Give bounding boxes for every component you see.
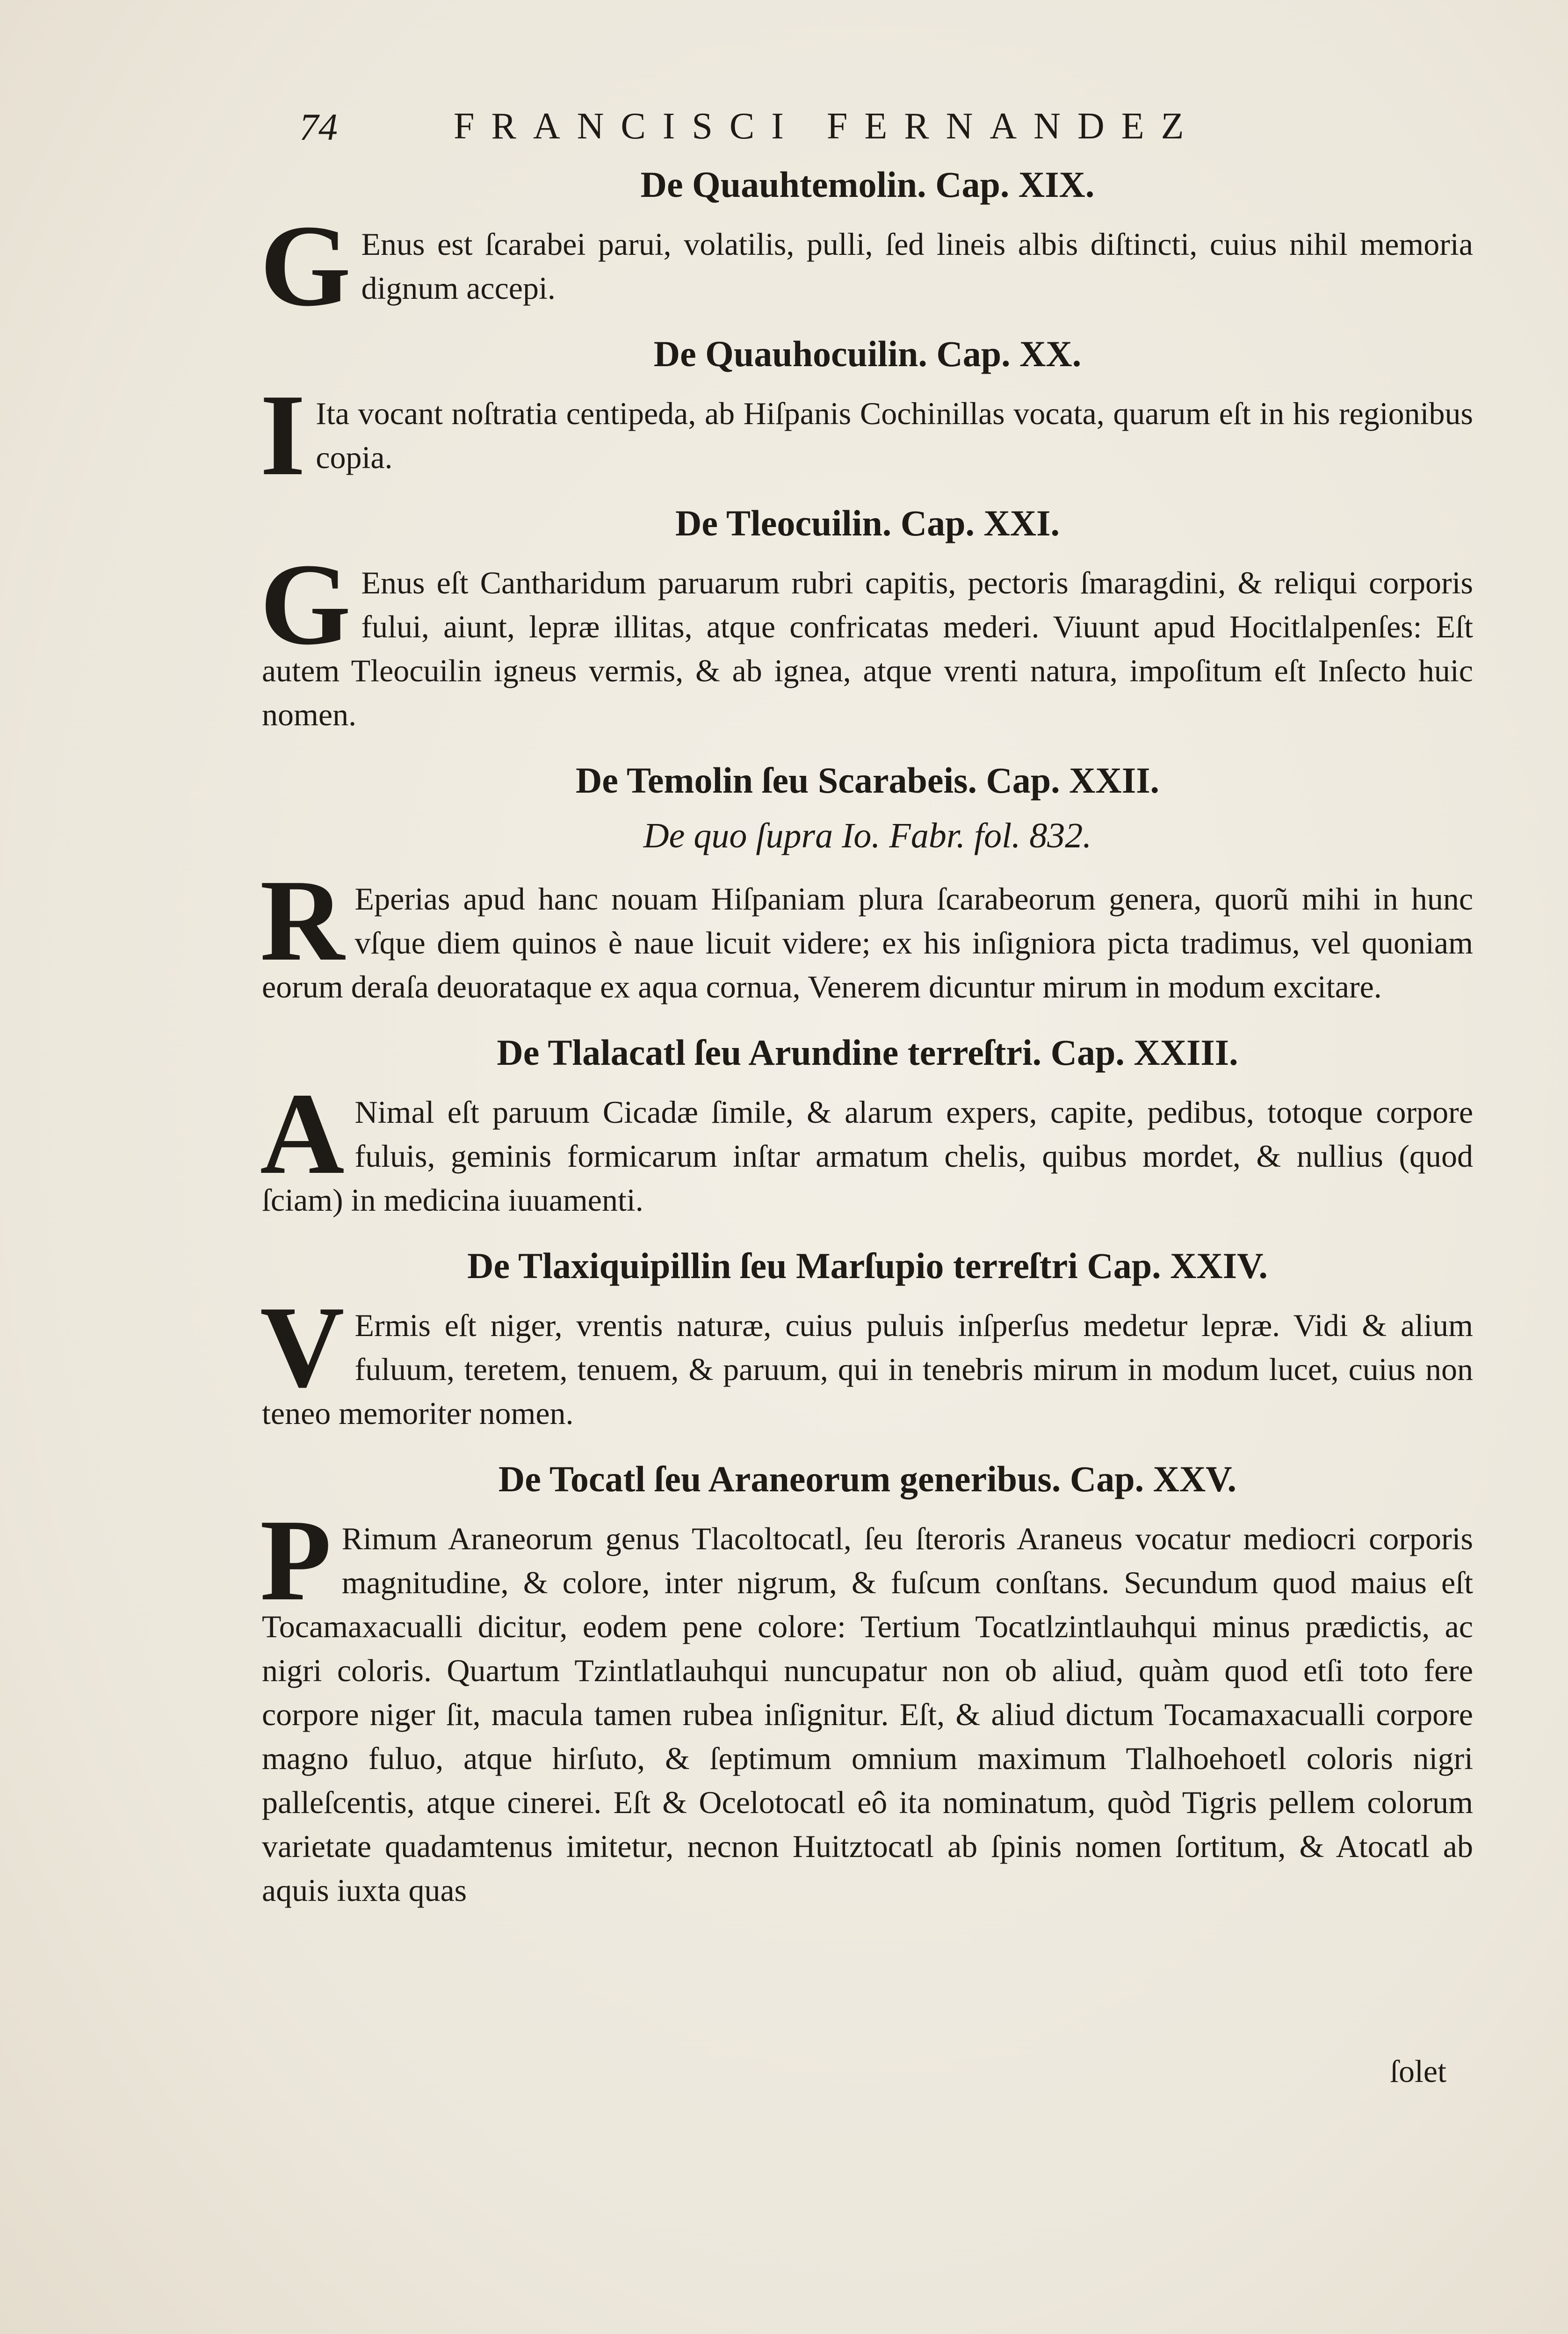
text-block xyxy=(262,161,1473,1933)
chapter-paragraph xyxy=(260,201,1473,331)
chapter-subheading: De quo ſupra Io. Fabr. fol. 832. xyxy=(643,816,1092,855)
drop-cap: R xyxy=(260,856,345,985)
paragraph-text: Ermis eſt niger, vrentis naturæ, cuius puluis inſperſus medetur lepræ. Vidi & alium fuluum, teretem, tenuem, & paruum, qui in tenebris mirum in modum lucet, cuius non teneo memoriter nomen. xyxy=(262,1308,1473,1431)
chapter-paragraph xyxy=(260,856,1473,1009)
chapter-heading: De Quauhocuilin. Cap. XX. xyxy=(653,333,1082,374)
running-title: FRANCISCI FERNANDEZ xyxy=(454,106,1201,147)
drop-cap: G xyxy=(260,201,351,331)
chapter-paragraph xyxy=(260,540,1473,737)
catchword: ſolet xyxy=(1390,2053,1446,2089)
chapter-paragraph xyxy=(260,370,1473,500)
chapter-heading: De Quauhtemolin. Cap. XIX. xyxy=(640,164,1095,205)
paragraph-text: Enus est ſcarabei parui, volatilis, pulli, ſed lineis albis diſtincti, cuius nihil memoria dignum accepi. xyxy=(361,226,1473,306)
drop-cap: G xyxy=(260,540,351,669)
drop-cap: A xyxy=(260,1069,345,1199)
paragraph-text: Enus eſt Cantharidum paruarum rubri capitis, pectoris ſmaragdini, & reliqui corporis fului, aiunt, lepræ illitas, atque confricatas mederi. Viuunt apud Hocitlalpenſes: Eſt autem Tleocuilin igneus vermis, & ab ignea, atque vrenti natura, impoſitum eſt Inſecto huic nomen. xyxy=(262,565,1473,732)
paragraph-text: Eperias apud hanc nouam Hiſpaniam plura ſcarabeorum genera, quorũ mihi in hunc vſque diem quinos è naue licuit videre; ex his inſigniora picta tradimus, vel quoniam eorum deraſa deuorataque ex aqua cornua, Venerem dicuntur mirum in modum excitare. xyxy=(262,881,1473,1004)
paragraph-text: Ita vocant noſtratia centipeda, ab Hiſpanis Cochinillas vocata, quarum eſt in his regionibus copia. xyxy=(316,396,1473,475)
drop-cap: P xyxy=(260,1496,332,1625)
drop-cap: V xyxy=(260,1282,345,1412)
page-number: 74 xyxy=(299,106,338,148)
chapter-heading: De Tleocuilin. Cap. XXI. xyxy=(675,503,1060,543)
chapter-heading: De Tlalacatl ſeu Arundine terreſtri. Cap. XXIII. xyxy=(497,1032,1238,1073)
chapter-paragraph xyxy=(260,1496,1473,1912)
paragraph-text: Rimum Araneorum genus Tlacoltocatl, ſeu ſteroris Araneus vocatur mediocri corporis magnitudine, & colore, inter nigrum, & fuſcum conſtans. Secundum quod maius eſt Tocamaxacualli dicitur, eodem pene colore: Tertium Tocatlzintlauhqui minus prædictis, ac nigri coloris. Quartum Tzintlatlauhqui nuncupatur non ob aliud, quàm quod etſi toto fere corpore niger ſit, macula tamen rubea inſignitur. Eſt, & aliud dictum Tocamaxacualli corpore magno fuluo, atque hirſuto, & ſeptimum omnium maximum Tlalhoehoetl coloris nigri palleſcentis, atque cinerei. Eſt & Ocelotocatl eô ita nominatum, quòd Tigris pellem colorum varietate quadamtenus imitetur, necnon Huitztocatl ab ſpinis nomen ſortitum, & Atocatl ab aquis iuxta quas xyxy=(262,1521,1473,1908)
chapter-heading: De Temolin ſeu Scarabeis. Cap. XXII. xyxy=(575,760,1160,801)
chapter-heading: De Tlaxiquipillin ſeu Marſupio terreſtri Cap. XXIV. xyxy=(467,1245,1268,1286)
running-head xyxy=(299,105,1291,161)
chapter-paragraph xyxy=(260,1069,1473,1222)
drop-cap: I xyxy=(260,370,306,500)
paragraph-text: Nimal eſt paruum Cicadæ ſimile, & alarum expers, capite, pedibus, totoque corpore fuluis, geminis formicarum inſtar armatum chelis, quibus mordet, & nullius (quod ſciam) in medicina iuuamenti. xyxy=(262,1094,1473,1218)
chapter-paragraph xyxy=(260,1282,1473,1435)
chapter-heading: De Tocatl ſeu Araneorum generibus. Cap. XXV. xyxy=(498,1459,1237,1499)
